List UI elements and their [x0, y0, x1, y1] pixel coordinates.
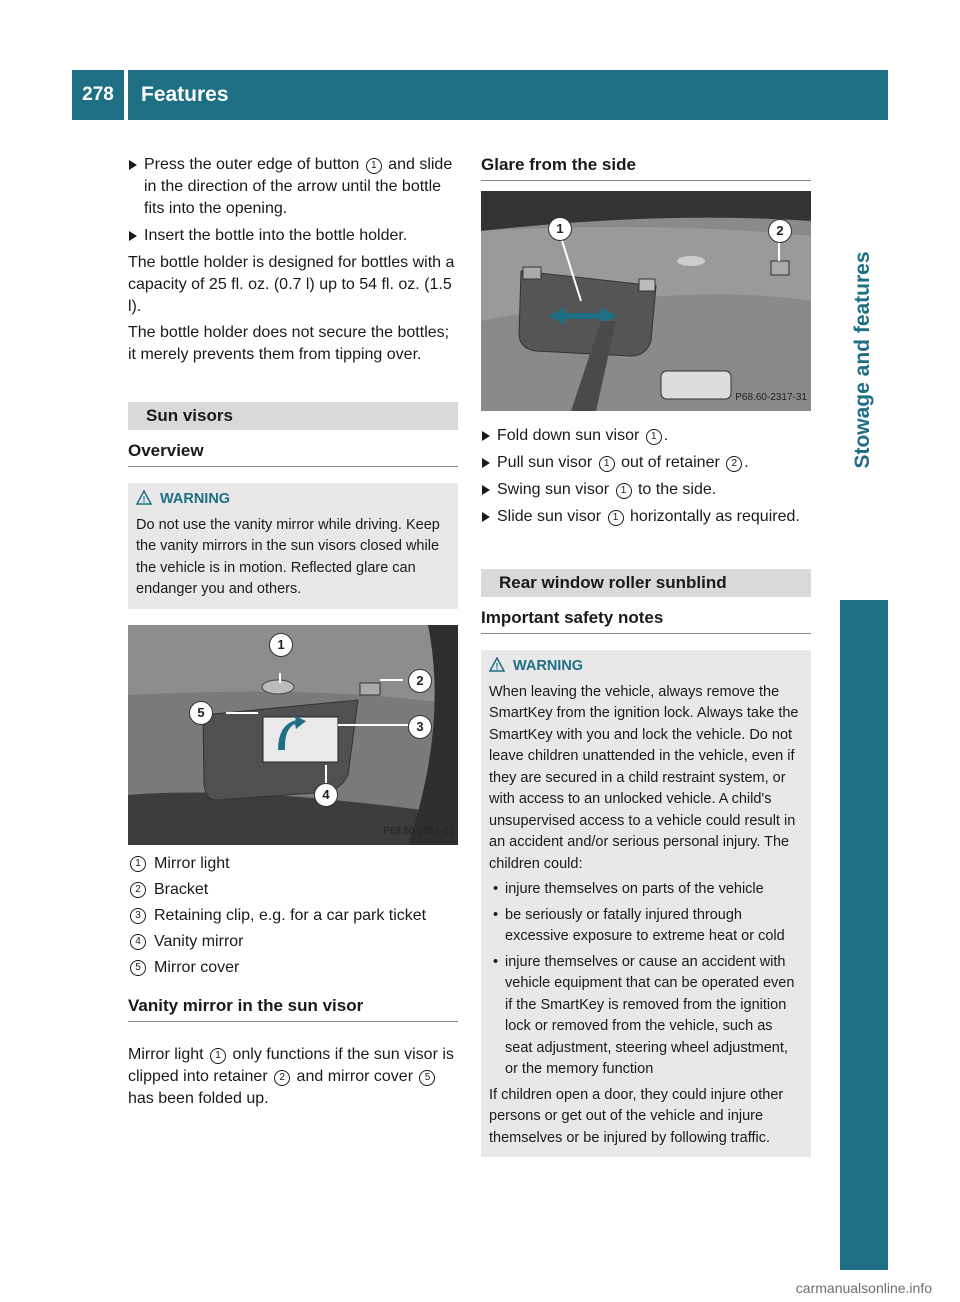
warning-bullet: • injure themselves or cause an accident with vehicle equipment that can be operated even if the SmartKey is removed from the ignition lock or removed from the vehicle, such as seat adjustment, steering wheel adjustment, or the memory function — [489, 952, 803, 1081]
step-item: Insert the bottle into the bottle holder. — [128, 225, 458, 247]
right-column — [481, 154, 811, 1157]
side-tab-label: Stowage and features — [851, 251, 874, 469]
step-item: Press the outer edge of button 1 and slide in the direction of the arrow until the bottle fits into the opening. — [128, 154, 458, 220]
warning-text: Do not use the vanity mirror while driving. Keep the vanity mirrors in the sun visors closed while the vehicle is in motion. Reflected glare can endanger you and others. — [136, 516, 440, 597]
warning-text: If children open a door, they could injure other persons or get out of the vehicle and injure themselves or be injured by following traffic. — [489, 1086, 784, 1146]
page-title: Features — [141, 83, 229, 106]
callout-5: 5 — [189, 701, 213, 725]
callout-3: 3 — [408, 715, 432, 739]
legend-item: 1 Mirror light — [128, 853, 458, 875]
figure-code: P68.60-2317-31 — [735, 392, 807, 403]
callout-1: 1 — [269, 633, 293, 657]
legend-item: 3 Retaining clip, e.g. for a car park ticket — [128, 905, 458, 927]
legend-item: 5 Mirror cover — [128, 957, 458, 979]
page-number: 278 — [72, 70, 124, 120]
legend-list — [128, 853, 458, 979]
glare-figure — [481, 191, 811, 411]
legend-item: 2 Bracket — [128, 879, 458, 901]
warning-box — [128, 483, 458, 609]
subheading: Overview — [128, 440, 458, 467]
section-title: Rear window roller sunblind — [481, 569, 811, 597]
header-separator — [124, 70, 128, 120]
subheading: Important safety notes — [481, 607, 811, 634]
step-item: Pull sun visor 1 out of retainer 2 . — [481, 452, 811, 474]
step-item: Slide sun visor 1 horizontally as required. — [481, 506, 811, 528]
paragraph: The bottle holder does not secure the bottles; it merely prevents them from tipping over. — [128, 324, 450, 363]
warning-box — [481, 650, 811, 1157]
section-title: Sun visors — [128, 402, 458, 430]
figure-code: P68.60-2311-31 — [383, 825, 454, 837]
svg-text:!: ! — [495, 661, 499, 672]
warning-icon — [489, 657, 505, 680]
left-column — [128, 154, 458, 1110]
side-tab-top — [840, 70, 888, 120]
callout-number: 1 — [366, 158, 382, 174]
paragraph: The bottle holder is designed for bottles with a capacity of 25 fl. oz. (0.7 l) up to 54 fl. oz. (1.5 l). — [128, 254, 455, 315]
legend-item: 4 Vanity mirror — [128, 931, 458, 953]
callout-4: 4 — [314, 783, 338, 807]
step-item: Swing sun visor 1 to the side. — [481, 479, 811, 501]
paragraph: Mirror light 1 only functions if the sun visor is clipped into retainer 2 and mirror cover 5 has been folded up. — [128, 1045, 454, 1107]
warning-icon — [136, 490, 152, 513]
svg-text:!: ! — [142, 494, 146, 505]
callout-2: 2 — [768, 219, 792, 243]
warning-title: WARNING — [160, 491, 231, 507]
sun-visor-figure — [128, 625, 458, 845]
warning-bullet: • be seriously or fatally injured through excessive exposure to extreme heat or cold — [489, 905, 803, 948]
warning-text: When leaving the vehicle, always remove the SmartKey from the ignition lock. Always take the SmartKey with you and lock the vehicle. Do not leave children unattended in the vehicle, even if they are secured in a child restraint system, or with access to an unlocked vehicle. A child's unsupervised access to a vehicle could result in an accident and/or serious personal injury. The children could: — [489, 683, 799, 872]
subheading: Vanity mirror in the sun visor — [128, 995, 458, 1022]
step-item: Fold down sun visor 1 . — [481, 425, 811, 447]
subheading: Glare from the side — [481, 154, 811, 181]
callout-2: 2 — [408, 669, 432, 693]
warning-bullet: • injure themselves on parts of the vehicle — [489, 879, 803, 901]
watermark: carmanualsonline.info — [795, 1280, 932, 1296]
warning-title: WARNING — [513, 658, 584, 674]
side-tab-block — [840, 600, 888, 1270]
callout-1: 1 — [548, 217, 572, 241]
